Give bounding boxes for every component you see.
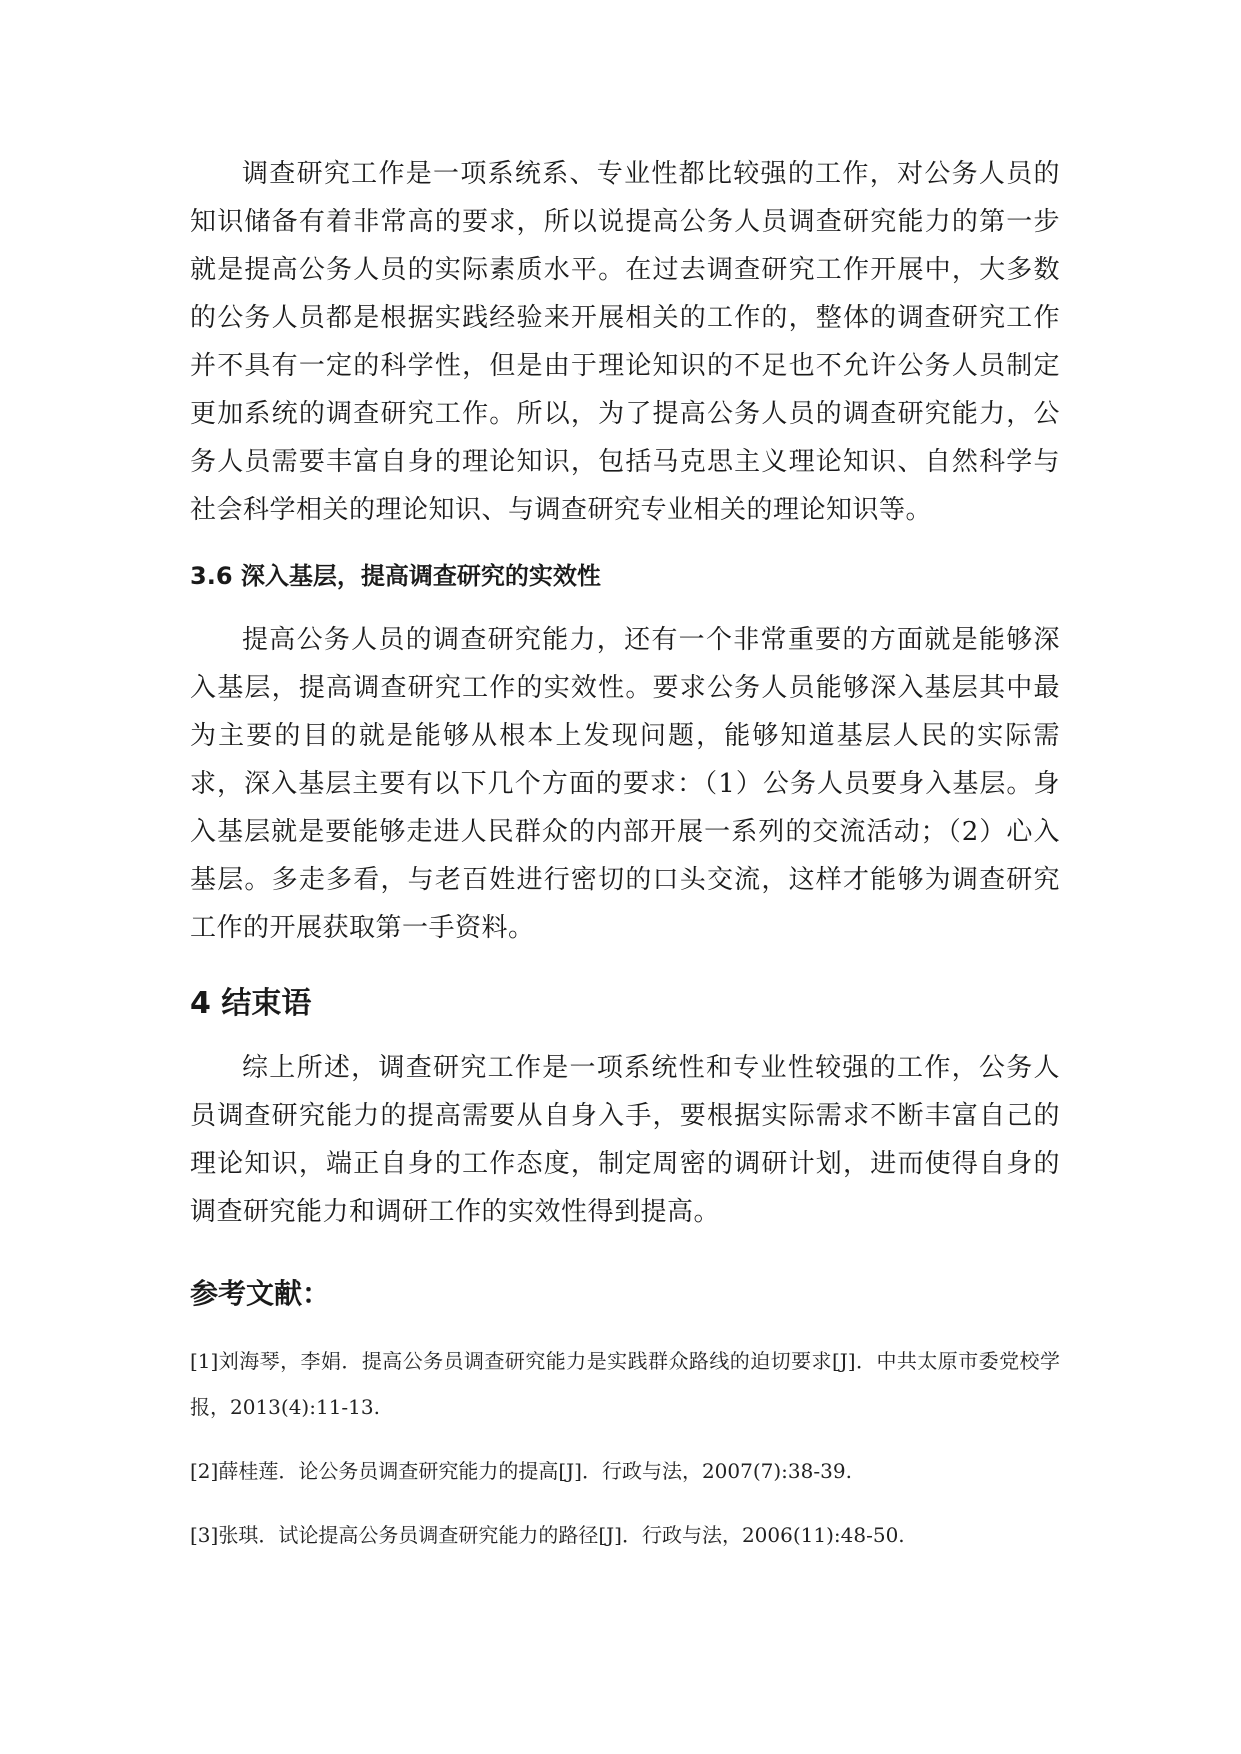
reference-item-3: [3]张琪．试论提高公务员调查研究能力的路径[J]．行政与法，2006(11):48-50. [190, 1523, 905, 1547]
reference-item-2: [2]薛桂莲．论公务员调查研究能力的提高[J]．行政与法，2007(7):38-39. [190, 1459, 852, 1483]
paragraph-2: 提高公务人员的调查研究能力，还有一个非常重要的方面就是能够深入基层，提高调查研究工作的实效性。要求公务人员能够深入基层其中最为主要的目的就是能够从根本上发现问题，能够知道基层人民的实际需求，深入基层主要有以下几个方面的要求：（1）公务人员要身入基层。身入基层就是要能够走进人民群众的内部开展一系列的交流活动；（2）心入基层。多走多看，与老百姓进行密切的口头交流，这样才能够为调查研究工作的开展获取第一手资料。 [190, 625, 1060, 943]
section-heading-3-6: 3.6 深入基层，提高调查研究的实效性 [190, 562, 601, 590]
document-page [190, 150, 1060, 1576]
paragraph-1: 调查研究工作是一项系统系、专业性都比较强的工作，对公务人员的知识储备有着非常高的要求，所以说提高公务人员调查研究能力的第一步就是提高公务人员的实际素质水平。在过去调查研究工作开展中，大多数的公务人员都是根据实践经验来开展相关的工作的，整体的调查研究工作并不具有一定的科学性，但是由于理论知识的不足也不允许公务人员制定更加系统的调查研究工作。所以，为了提高公务人员的调查研究能力，公务人员需要丰富自身的理论知识，包括马克思主义理论知识、自然科学与社会科学相关的理论知识、与调查研究专业相关的理论知识等。 [190, 159, 1060, 525]
references-heading: 参考文献： [190, 1277, 331, 1310]
reference-item-1: [1]刘海琴，李娟．提高公务员调查研究能力是实践群众路线的迫切要求[J]．中共太原市委党校学报，2013(4):11-13. [190, 1349, 1060, 1419]
reference-list [190, 1338, 1060, 1558]
section-heading-4: 4 结束语 [190, 986, 312, 1021]
paragraph-3: 综上所述，调查研究工作是一项系统性和专业性较强的工作，公务人员调查研究能力的提高需要从自身入手，要根据实际需求不断丰富自己的理论知识，端正自身的工作态度，制定周密的调研计划，进而使得自身的调查研究能力和调研工作的实效性得到提高。 [190, 1053, 1060, 1227]
